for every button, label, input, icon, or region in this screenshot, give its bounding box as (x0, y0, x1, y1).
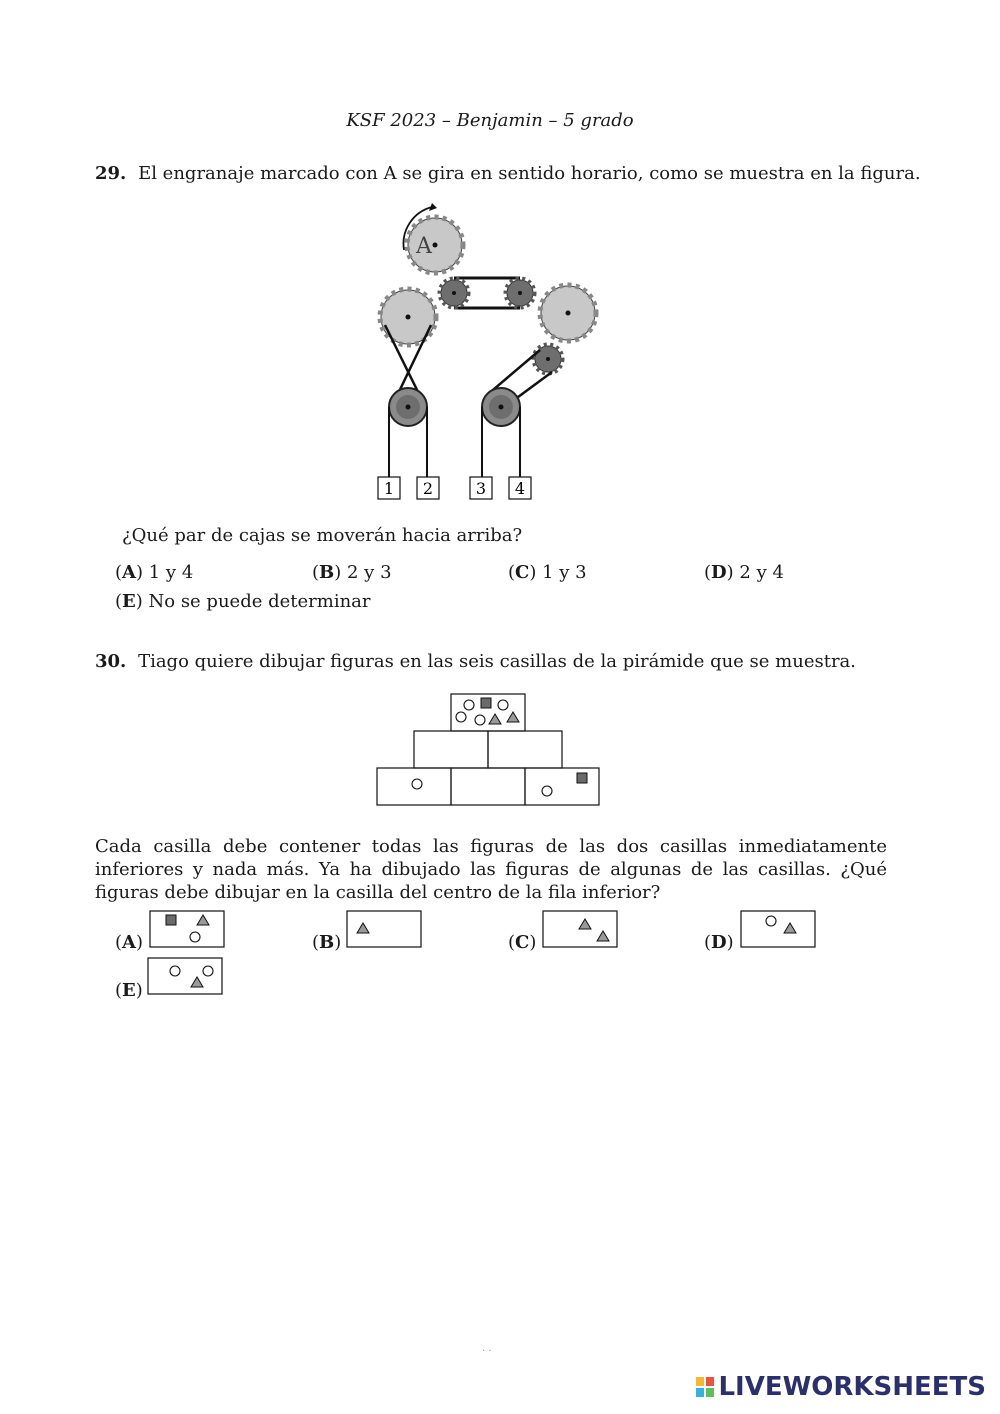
question-29-prompt: ¿Qué par de cajas se moverán hacia arriba? (122, 525, 523, 546)
q29-option-d[interactable]: (D) 2 y 4 (704, 562, 784, 583)
q30-option-e-box[interactable] (147, 957, 225, 997)
question-29-statement: El engranaje marcado con A se gira en sentido horario, como se muestra en la figura. (138, 163, 921, 184)
gear-diagram (370, 195, 630, 505)
gear-small-right-lower (534, 345, 563, 374)
page-dots: · · (482, 1346, 492, 1357)
svg-text:3: 3 (475, 479, 487, 498)
q29-option-b[interactable]: (B) 2 y 3 (312, 562, 392, 583)
q29-option-a[interactable]: (A) 1 y 4 (115, 562, 194, 583)
svg-text:2: 2 (422, 479, 434, 498)
q30-option-c-box[interactable] (542, 910, 620, 950)
question-30-text (95, 651, 856, 672)
question-29-text (95, 163, 921, 184)
q30-option-b-box[interactable] (346, 910, 424, 950)
q29-option-e[interactable]: (E) No se puede determinar (115, 591, 371, 612)
pulley-right (482, 388, 520, 426)
box-3 (470, 477, 492, 499)
q30-option-d-box[interactable] (740, 910, 818, 950)
liveworksheets-logo: LIVEWORKSHEETS (696, 1372, 986, 1402)
gear-left (380, 289, 436, 345)
q29-option-c[interactable]: (C) 1 y 3 (508, 562, 587, 583)
gear-right (540, 285, 596, 341)
svg-text:1: 1 (383, 479, 395, 498)
q30-option-a-box[interactable] (149, 910, 227, 950)
box-1 (378, 477, 400, 499)
q30-option-c[interactable]: (C) (508, 932, 537, 953)
svg-text:4: 4 (514, 479, 526, 498)
q30-option-b[interactable]: (B) (312, 932, 342, 953)
pyramid-diagram (375, 693, 605, 808)
page-header: KSF 2023 – Benjamin – 5 grado (346, 110, 634, 131)
gear-small-top-right (506, 279, 535, 308)
question-30-number: 30. (95, 651, 127, 672)
square-icon (577, 773, 587, 783)
box-4 (509, 477, 531, 499)
q30-option-e[interactable]: (E) (115, 980, 143, 1001)
circle-icon (412, 779, 422, 789)
question-29-number: 29. (95, 163, 127, 184)
box-2 (417, 477, 439, 499)
question-30-statement: Tiago quiere dibujar figuras en las seis casillas de la pirámide que se muestra. (138, 651, 857, 672)
q30-option-a[interactable]: (A) (115, 932, 144, 953)
circle-icon (542, 786, 552, 796)
gear-a-label: A (416, 234, 432, 259)
question-30-paragraph: Cada casilla debe contener todas las figuras de las dos casillas inmediatamente inferiores y nada más. Ya ha dibujado las figuras de algunas de las casillas. ¿Qué figuras debe dibujar en la casilla del centro de la fila inferior? (95, 836, 887, 903)
pyramid-top-shapes (456, 698, 519, 725)
q30-option-d[interactable]: (D) (704, 932, 734, 953)
pulley-left (389, 388, 427, 426)
gear-small-top-left (440, 279, 469, 308)
liveworksheets-logo-icon (696, 1377, 714, 1397)
